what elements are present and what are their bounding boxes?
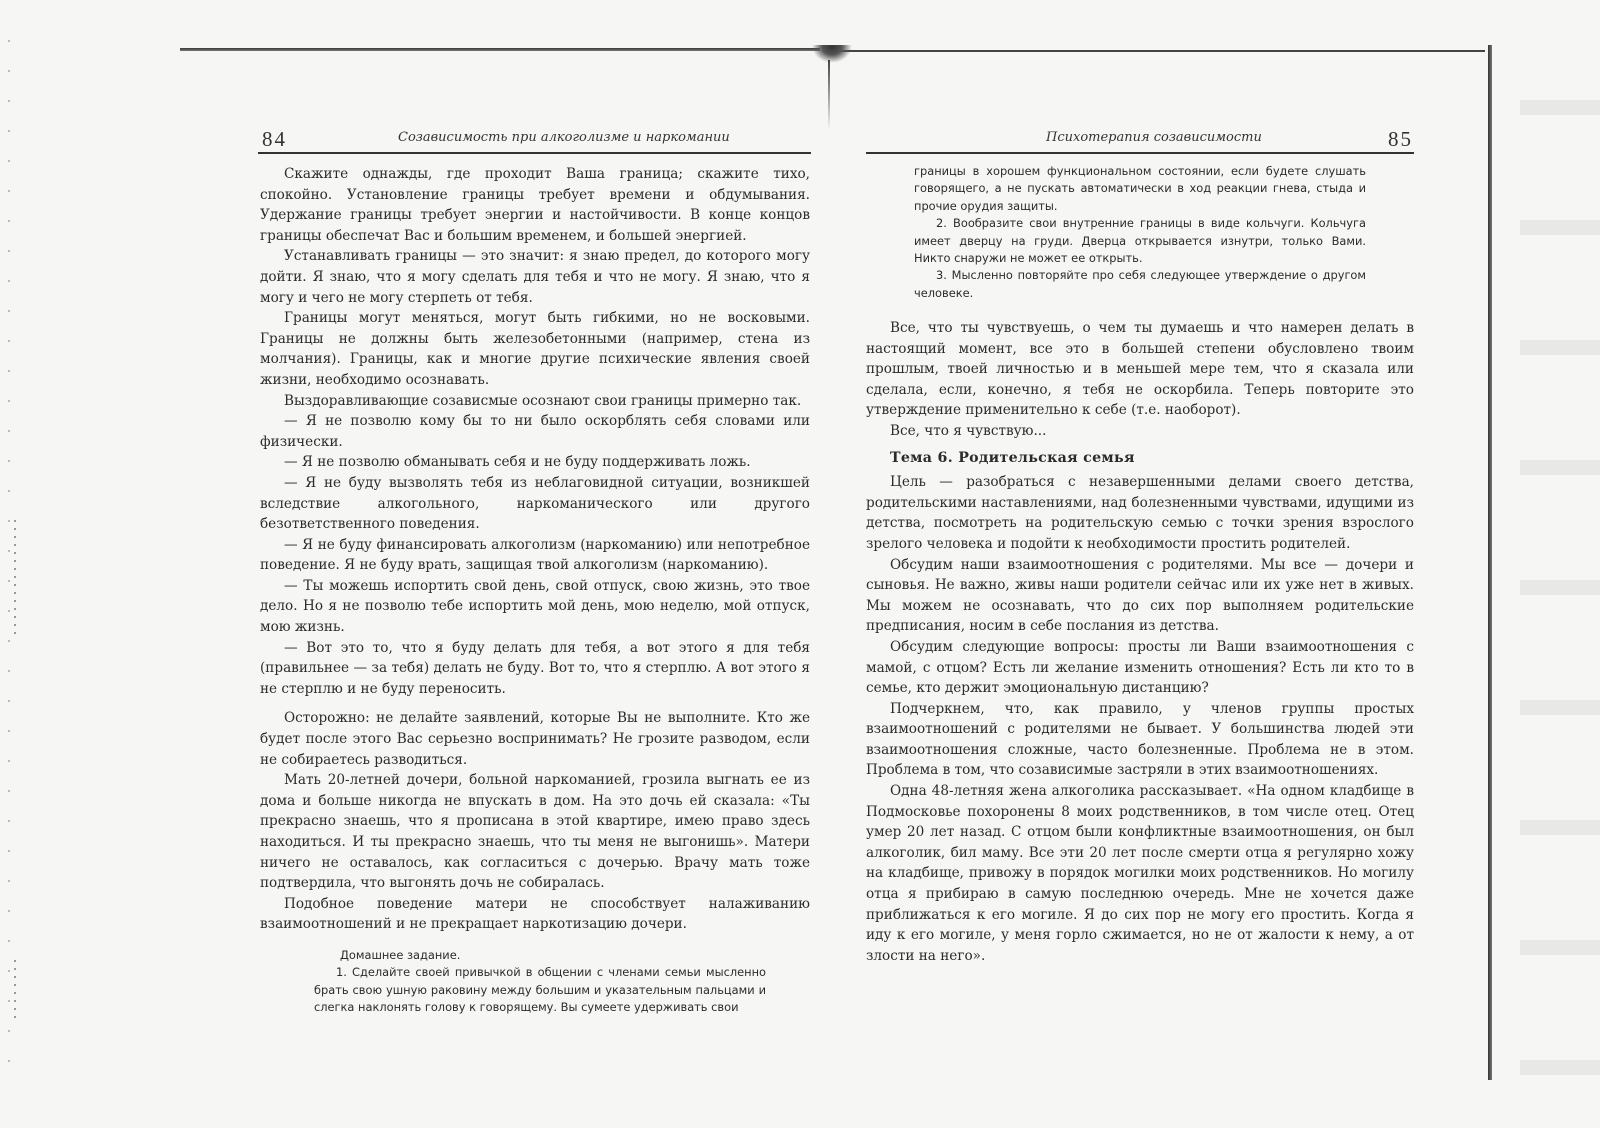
book-spine-mark bbox=[812, 45, 852, 63]
paragraph: — Я не позволю кому бы то ни было оскорблять себя словами или физически. bbox=[260, 413, 810, 450]
paragraph: — Я не позволю обманывать себя и не буду поддерживать ложь. bbox=[284, 454, 751, 471]
paragraph: Границы могут меняться, могут быть гибкими, но не восковыми. Границы не должны быть железобетонными (например, стена из молчания). Границы, как и многие другие психические явления своей жизни, необходимо осознавать. bbox=[260, 310, 810, 388]
left-homework-block bbox=[314, 947, 766, 1017]
paragraph: — Я не буду финансировать алкоголизм (наркоманию) или непотребное поведение. Я не буду врать, защищая твой алкоголизм (наркоманию). bbox=[260, 536, 810, 574]
paragraph: Обсудим следующие вопросы: просты ли Ваши взаимоотношения с мамой, с отцом? Есть ли желание изменить отношения? Есть ли кто то в семье, кто держит эмоциональную дистанцию? bbox=[866, 638, 1414, 697]
book-right-edge bbox=[1488, 45, 1492, 1080]
right-homework-block bbox=[914, 163, 1366, 302]
homework-item: 2. Вообразите свои внутренние границы в виде кольчуги. Кольчуга имеет дверцу на груди. Дверца открывается изнутри, только Вами. Никто снаружи не может ее открыть. bbox=[914, 216, 1366, 266]
paragraph: Мать 20-летней дочери, больной наркоманией, грозила выгнать ее из дома и больше никогда не впускать в дом. На это дочь ей сказала: «Ты прекрасно знаешь, что я прописана в этой квартире, имею право здесь находиться. И ты прекрасно знаешь, что ты меня не выгонишь». Матери ничего не оставалось, как согласиться с дочерью. Врачу мать тоже подтвердила, что выгонять дочь не собиралась. bbox=[260, 772, 810, 892]
paragraph: Обсудим наши взаимоотношения с родителями. Мы все — дочери и сыновья. Не важно, живы наши родители сейчас или их уже нет в живых. Мы можем не осознавать, что до сих пор выполняем родительские предписания, носим в себе послания из детства. bbox=[866, 556, 1414, 635]
homework-label: Домашнее задание. bbox=[340, 948, 461, 962]
paragraph: Одна 48-летняя жена алкоголика рассказывает. «На одном кладбище в Подмосковье похоронены 8 моих родственников, в том числе отец. Отец умер 20 лет назад. С отцом были конфликтные взаимоотношения, он был алкоголик, бил маму. Все эти 20 лет после смерти отца я регулярно хожу на кладбище, привожу в порядок могилки моих родственников. Но могилу отца я прибираю в самую последнюю очередь. Мне не хочется даже приближаться к его могиле. Я до сих пор не могу его простить. Когда я иду к его могиле, у меня горло сжимается, но не от жалости к нему, а от злости на него». bbox=[866, 783, 1414, 964]
paragraph: Устанавливать границы — это значит: я знаю предел, до которого могу дойти. Я знаю, что я могу сделать для тебя и что не могу. Я знаю, что я могу и чего не могу стерпеть от тебя. bbox=[260, 248, 810, 306]
homework-item: границы в хорошем функциональном состоянии, если будете слушать говорящего, а не пускать автоматически в ход реакции гнева, стыда и прочие орудия защиты. bbox=[914, 164, 1366, 213]
scan-edge-dots bbox=[14, 520, 16, 640]
paragraph: Все, что ты чувствуешь, о чем ты думаешь и что намерен делать в настоящий момент, все это в большей степени обусловлено твоим прошлым, твоей личностью и в меньшей мере тем, что я сказала или сделала, если, конечно, я тебя не оскорбила. Теперь повторите это утверждение применительно к себе (т.е. наоборот). bbox=[866, 320, 1414, 419]
right-main-text bbox=[866, 318, 1414, 966]
paragraph: — Я не буду вызволять тебя из неблаговидной ситуации, возникшей вследствие алкогольного, наркоманического или другого безответственного поведения. bbox=[260, 474, 810, 533]
left-main-text bbox=[260, 164, 810, 935]
scan-edge-dots bbox=[8, 40, 10, 1080]
book-top-edge-right bbox=[840, 50, 1485, 52]
paragraph: Подчеркнем, что, как правило, у членов группы простых взаимоотношений с родителями не бывает. У большинства людей эти взаимоотношения сложные, часто болезненные. Проблема не в этом. Проблема в том, что созависимые застряли в этих взаимоотношениях. bbox=[866, 700, 1414, 779]
section-heading: Тема 6. Родительская семья bbox=[890, 449, 1135, 466]
paragraph: — Вот это то, что я буду делать для тебя, а вот этого я для тебя (правильнее — за тебя) делать не буду. Вот то, что я стерплю. А вот этого я не стерплю и не буду переносить. bbox=[260, 639, 810, 697]
homework-item: 1. Сделайте своей привычкой в общении с членами семьи мысленно брать свою ушную раковину между большим и указательным пальцами и слегка наклонять голову к говорящему. Вы сумеете удерживать свои bbox=[314, 965, 766, 1015]
paragraph: Осторожно: не делайте заявлений, которые Вы не выполните. Кто же будет после этого Вас серьезно воспринимать? Не грозите разводом, если не собираетесь разводиться. bbox=[260, 710, 810, 768]
paragraph: — Ты можешь испортить свой день, свой отпуск, свою жизнь, это твое дело. Но я не позволю тебе испортить мой день, мою неделю, мой отпуск, мою жизнь. bbox=[260, 577, 810, 636]
paragraph: Выздоравливающие созависмые осознают свои границы примерно так. bbox=[284, 392, 802, 409]
paragraph: Все, что я чувствую... bbox=[890, 422, 1047, 439]
right-running-head: Психотерапия созависимости bbox=[1046, 130, 1262, 145]
book-top-edge-left bbox=[180, 48, 820, 51]
right-header-rule bbox=[866, 152, 1414, 154]
homework-item: 3. Мысленно повторяйте про себя следующее утверждение о другом человеке. bbox=[914, 268, 1366, 300]
right-page-number: 85 bbox=[1388, 127, 1413, 151]
paragraph: Цель — разобраться с незавершенными делами своего детства, родительскими наставлениями, над болезненными чувствами, идущими из детства, посмотреть на родительскую семью с точки зрения взрослого зрелого человека и подойти к необходимости простить родителей. bbox=[866, 474, 1414, 552]
paragraph: Подобное поведение матери не способствует налаживанию взаимоотношений и не прекращает наркотизацию дочери. bbox=[260, 895, 810, 933]
book-spine-line bbox=[828, 60, 830, 130]
left-page-number: 84 bbox=[262, 127, 287, 151]
paragraph: Скажите однажды, где проходит Ваша граница; скажите тихо, спокойно. Установление границы требует времени и обдумывания. Удержание границы требует энергии и настойчивости. В конце концов границы обеспечат Вас и большим временем, и большей энергией. bbox=[260, 166, 810, 244]
scan-margin-strip bbox=[1520, 40, 1600, 1100]
left-header-rule bbox=[258, 152, 811, 154]
left-running-head: Созависимость при алкоголизме и наркомании bbox=[398, 130, 730, 145]
scan-edge-dots bbox=[14, 960, 16, 1020]
